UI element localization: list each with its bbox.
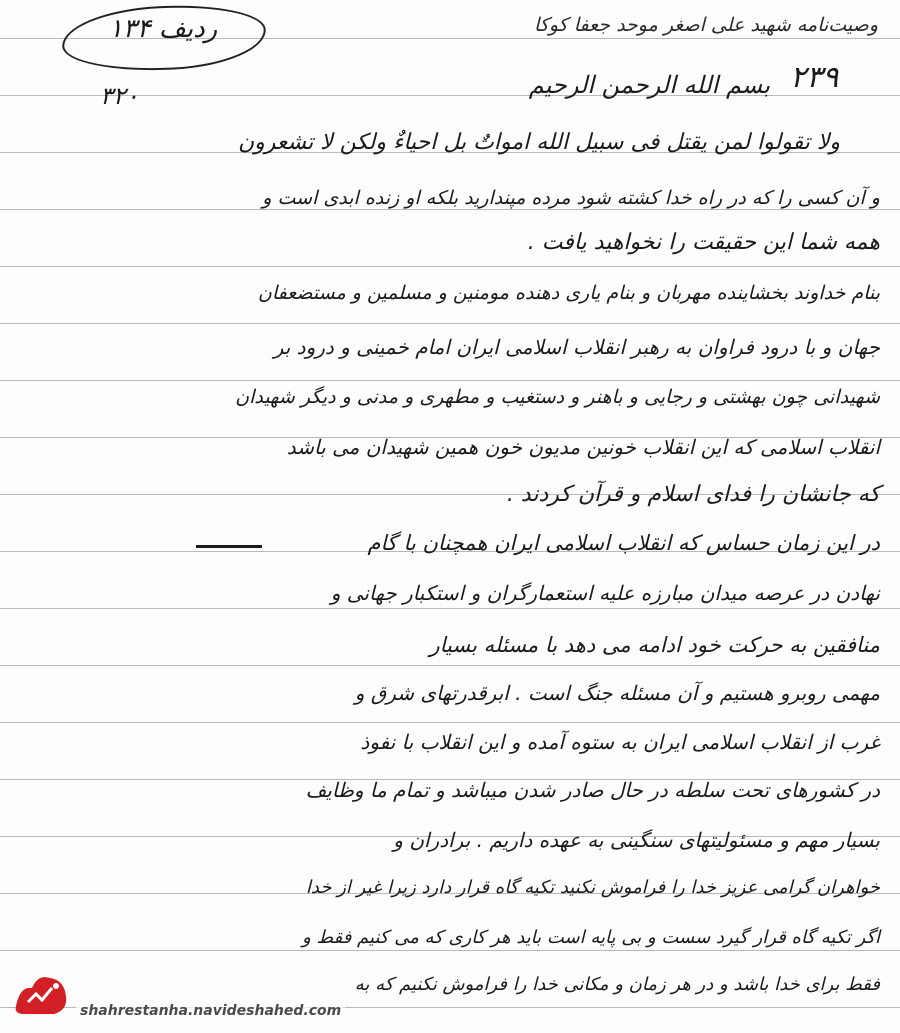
text-line: مهمی روبرو هستیم و آن مسئله جنگ است . ابرقدرتهای شرق و — [354, 681, 880, 705]
text-line: در کشورهای تحت سلطه در حال صادر شدن میباشد و تمام ما وظایف — [305, 778, 880, 802]
text-line: منافقین به حرکت خود ادامه می دهد با مسئله بسیار — [429, 633, 880, 657]
text-line: غرب از انقلاب اسلامی ایران به ستوه آمده و این انقلاب با نفوذ — [360, 730, 880, 754]
text-line: شهیدانی چون بهشتی و رجایی و باهنر و دستغیب و مطهری و مدنی و دیگر شهیدان — [235, 386, 880, 408]
text-line: در این زمان حساس که انقلاب اسلامی ایران همچنان با گام — [367, 531, 880, 555]
text-line: همه شما این حقیقت را نخواهید یافت . — [527, 230, 880, 255]
text-line: ولا تقولوا لمن یقتل فی سبیل الله امواتٌ بل احیاءٌ ولکن لا تشعرون — [237, 130, 840, 155]
text-line: خواهران گرامی عزیز خدا را فراموش نکنید تکیه گاه قرار دارد زیرا غیر از خدا — [305, 877, 880, 898]
strikethrough-mark — [196, 545, 262, 548]
text-line: فقط برای خدا باشد و در هر زمان و مکانی خدا را فراموش نکنیم که به — [354, 974, 880, 995]
page-number-top: ۲۳۹ — [790, 60, 839, 95]
text-line: نهادن در عرصه میدان مبارزه علیه استعمارگران و استکبار جهانی و — [330, 581, 880, 605]
watermark-site-url: shahrestanha.navideshahed.com — [76, 1003, 345, 1019]
ruled-line — [0, 608, 900, 609]
ruled-line — [0, 380, 900, 381]
document-header-note: وصیت‌نامه شهید علی اصغر موحد جعفا کوکا — [533, 14, 878, 36]
ruled-line — [0, 266, 900, 267]
page-number-mid: ۳۲۰ — [100, 82, 139, 110]
ruled-line — [0, 722, 900, 723]
text-line: که جانشان را فدای اسلام و قرآن کردند . — [506, 482, 880, 507]
text-line: اگر تکیه گاه قرار گیرد سست و بی پایه است باید هر کاری که می کنیم فقط و — [302, 927, 880, 948]
ruled-line — [0, 665, 900, 666]
text-line: بسیار مهم و مسئولیتهای سنگینی به عهده داریم . برادران و — [393, 828, 880, 852]
basmala-line: بسم الله الرحمن الرحیم — [528, 71, 770, 99]
circled-reference-number: ردیف ۱۳۴ — [108, 14, 218, 44]
text-line: بنام خداوند بخشاینده مهربان و بنام یاری دهنده مومنین و مسلمین و مستضعفان — [257, 282, 880, 304]
text-line: و آن کسی را که در راه خدا کشته شود مرده مپندارید بلکه او زنده ابدی است و — [262, 187, 880, 209]
text-line: انقلاب اسلامی که این انقلاب خونین مدیون خون همین شهیدان می باشد — [286, 435, 880, 459]
text-line: جهان و با درود فراوان به رهبر انقلاب اسلامی ایران امام خمینی و درود بر — [273, 335, 880, 359]
navideshahed-logo-icon — [10, 966, 72, 1020]
ruled-line — [0, 323, 900, 324]
